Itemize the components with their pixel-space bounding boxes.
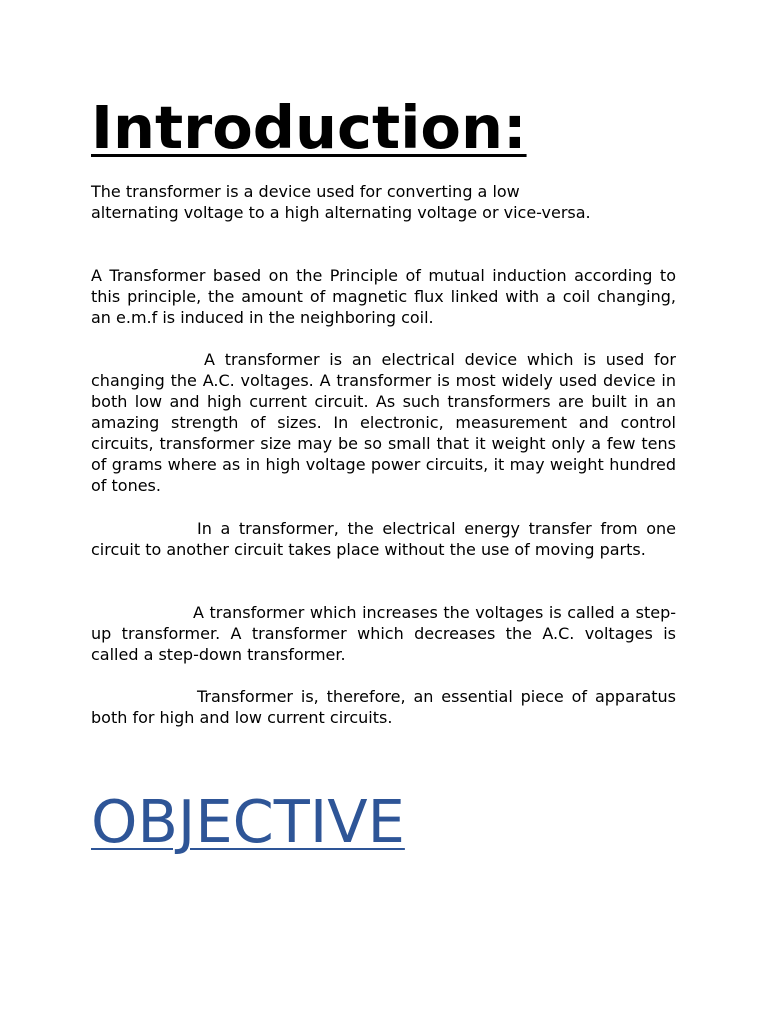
paragraph-description: A transformer is an electrical device which is used for changing the A.C. voltages. A transformer is most widely used device in both low and high current circuit. As such transformers are built in an amazing strength of sizes. In electronic, measurement and control circuits, transformer size may be so small that it weight only a few tens of grams where as in high voltage power circuits, it may weight hundred of tones.	[91, 350, 676, 495]
paragraph-step-up-down: A transformer which increases the voltages is called a step-up transformer. A transformer which decreases the A.C. voltages is called a step-down transformer.	[91, 603, 676, 664]
objective-heading: OBJECTIVE	[91, 787, 405, 856]
paragraph-energy-transfer: In a transformer, the electrical energy transfer from one circuit to another circuit takes place without the use of moving parts.	[91, 519, 676, 559]
introduction-heading: Introduction:	[91, 93, 527, 162]
paragraph-definition: The transformer is a device used for converting a low alternating voltage to a high alternating voltage or vice-versa.	[91, 182, 591, 222]
paragraph-conclusion: Transformer is, therefore, an essential piece of apparatus both for high and low current circuits.	[91, 687, 676, 727]
paragraph-principle: A Transformer based on the Principle of mutual induction according to this principle, the amount of magnetic flux linked with a coil changing, an e.m.f is induced in the neighboring coil.	[91, 266, 676, 327]
